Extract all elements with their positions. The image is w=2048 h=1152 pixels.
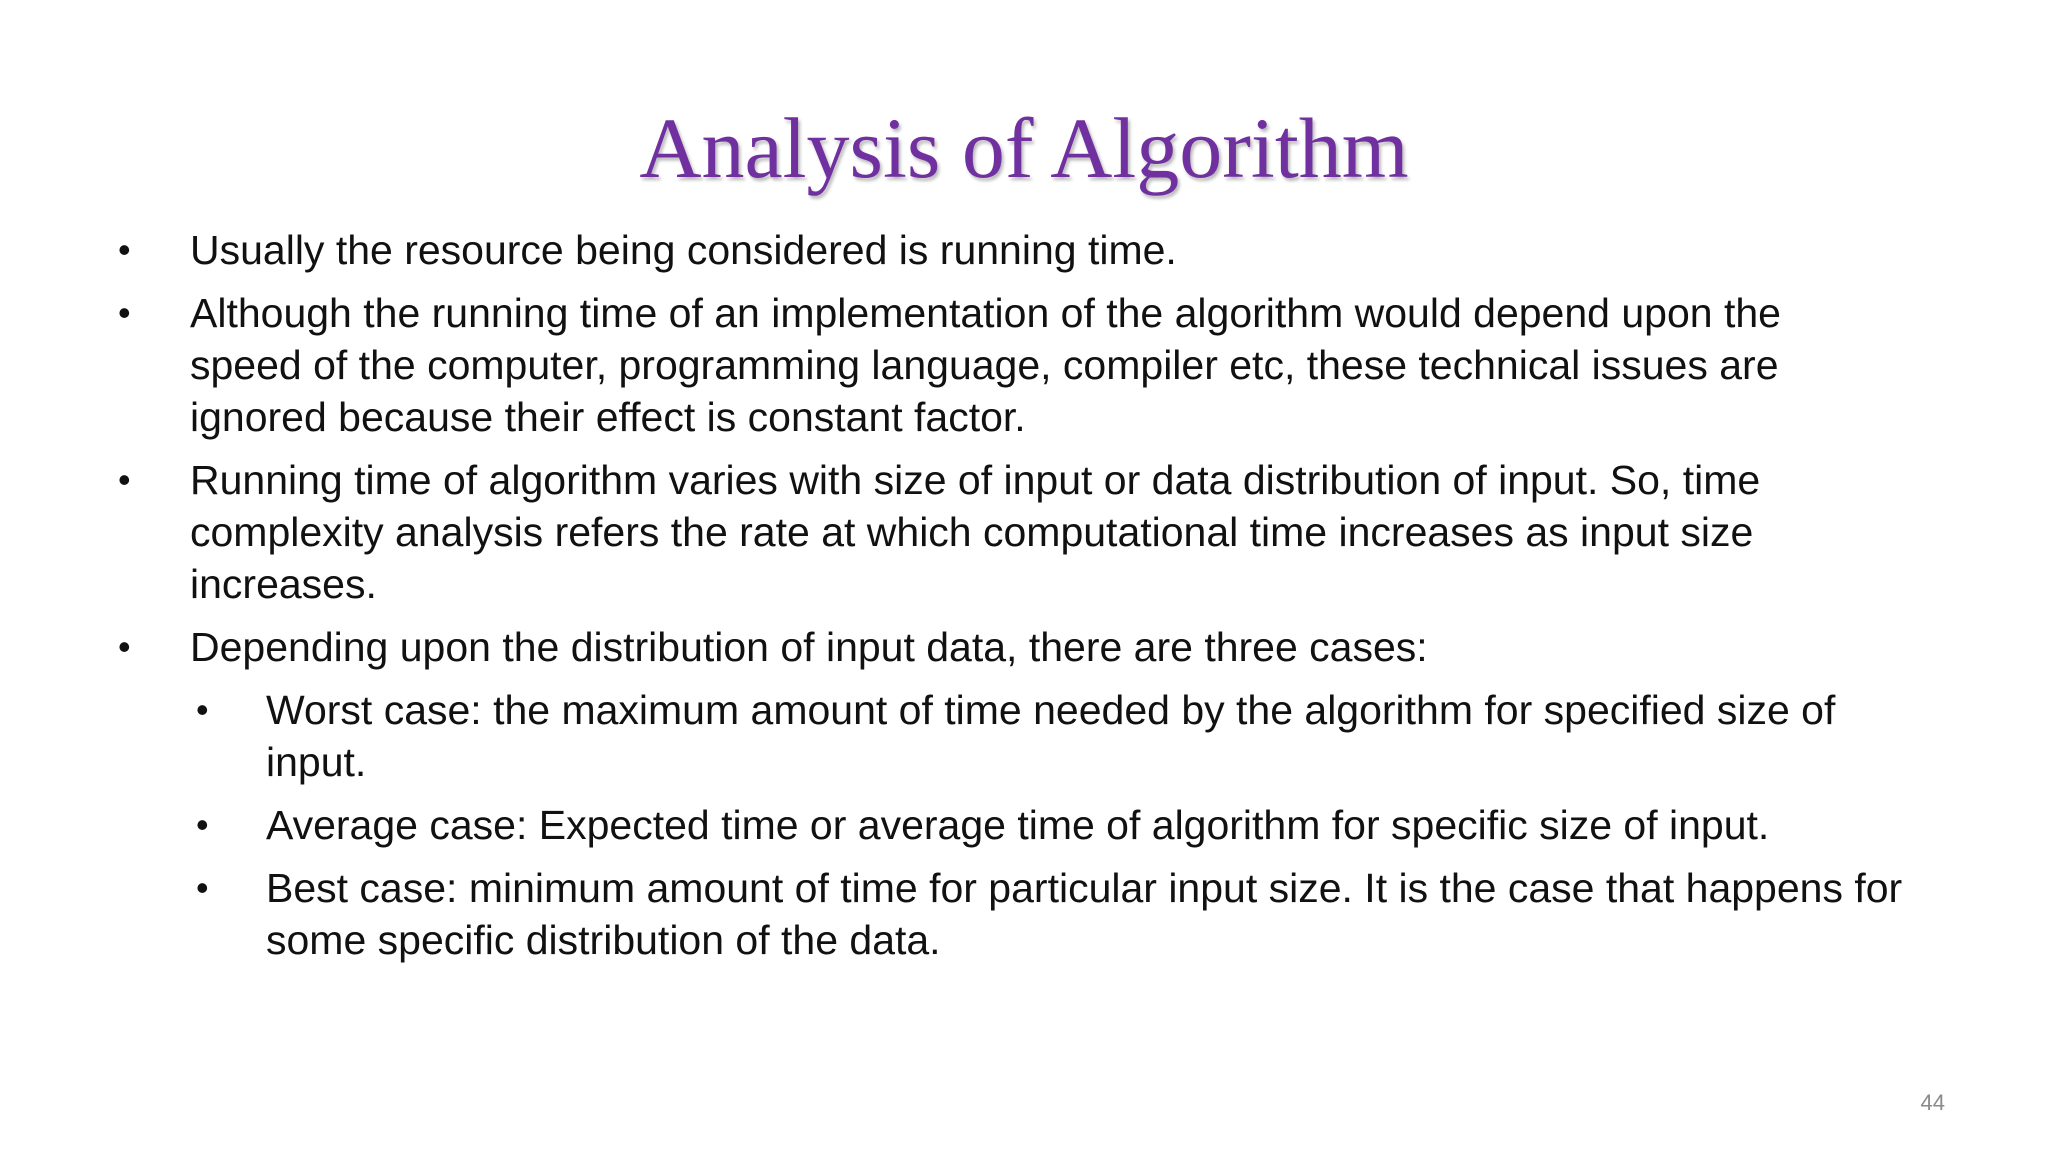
bullet-text: Running time of algorithm varies with size of input or data distribution of input. So, time complexity analysis refers the rate at which computational time increases as input size increases. bbox=[190, 457, 1761, 607]
bullet-list bbox=[0, 224, 2048, 977]
bullet-text: Depending upon the distribution of input data, there are three cases: bbox=[190, 624, 1428, 670]
slide-title: Analysis of Algorithm bbox=[639, 100, 1409, 196]
bullet-icon: • bbox=[118, 229, 131, 270]
bullet-icon: • bbox=[196, 689, 209, 730]
bullet-icon: • bbox=[196, 804, 209, 845]
bullet-text: Usually the resource being considered is running time. bbox=[190, 227, 1177, 273]
bullet-icon: • bbox=[196, 867, 209, 908]
slide-number: 44 bbox=[1920, 1090, 1945, 1115]
bullet-item bbox=[0, 454, 1890, 610]
sub-bullet-item bbox=[0, 799, 1906, 851]
bullet-icon: • bbox=[118, 292, 131, 333]
bullet-item bbox=[0, 224, 1890, 276]
bullet-icon: • bbox=[118, 459, 131, 500]
sub-bullet-text: Best case: minimum amount of time for particular input size. It is the case that happens for some specific distribution of the data. bbox=[266, 865, 1903, 963]
sub-bullet-item bbox=[0, 862, 1906, 966]
sub-bullet-text: Average case: Expected time or average time of algorithm for specific size of input. bbox=[266, 802, 1770, 848]
bullet-icon: • bbox=[118, 626, 131, 667]
bullet-text: Although the running time of an implementation of the algorithm would depend upon the speed of the computer, programming language, compiler etc, these technical issues are ignored because their effect is constant factor. bbox=[190, 290, 1781, 440]
sub-bullet-item bbox=[0, 684, 1906, 788]
bullet-item bbox=[0, 621, 1890, 673]
bullet-item bbox=[0, 287, 1890, 443]
sub-bullet-text: Worst case: the maximum amount of time needed by the algorithm for specified size of input. bbox=[266, 687, 1836, 785]
